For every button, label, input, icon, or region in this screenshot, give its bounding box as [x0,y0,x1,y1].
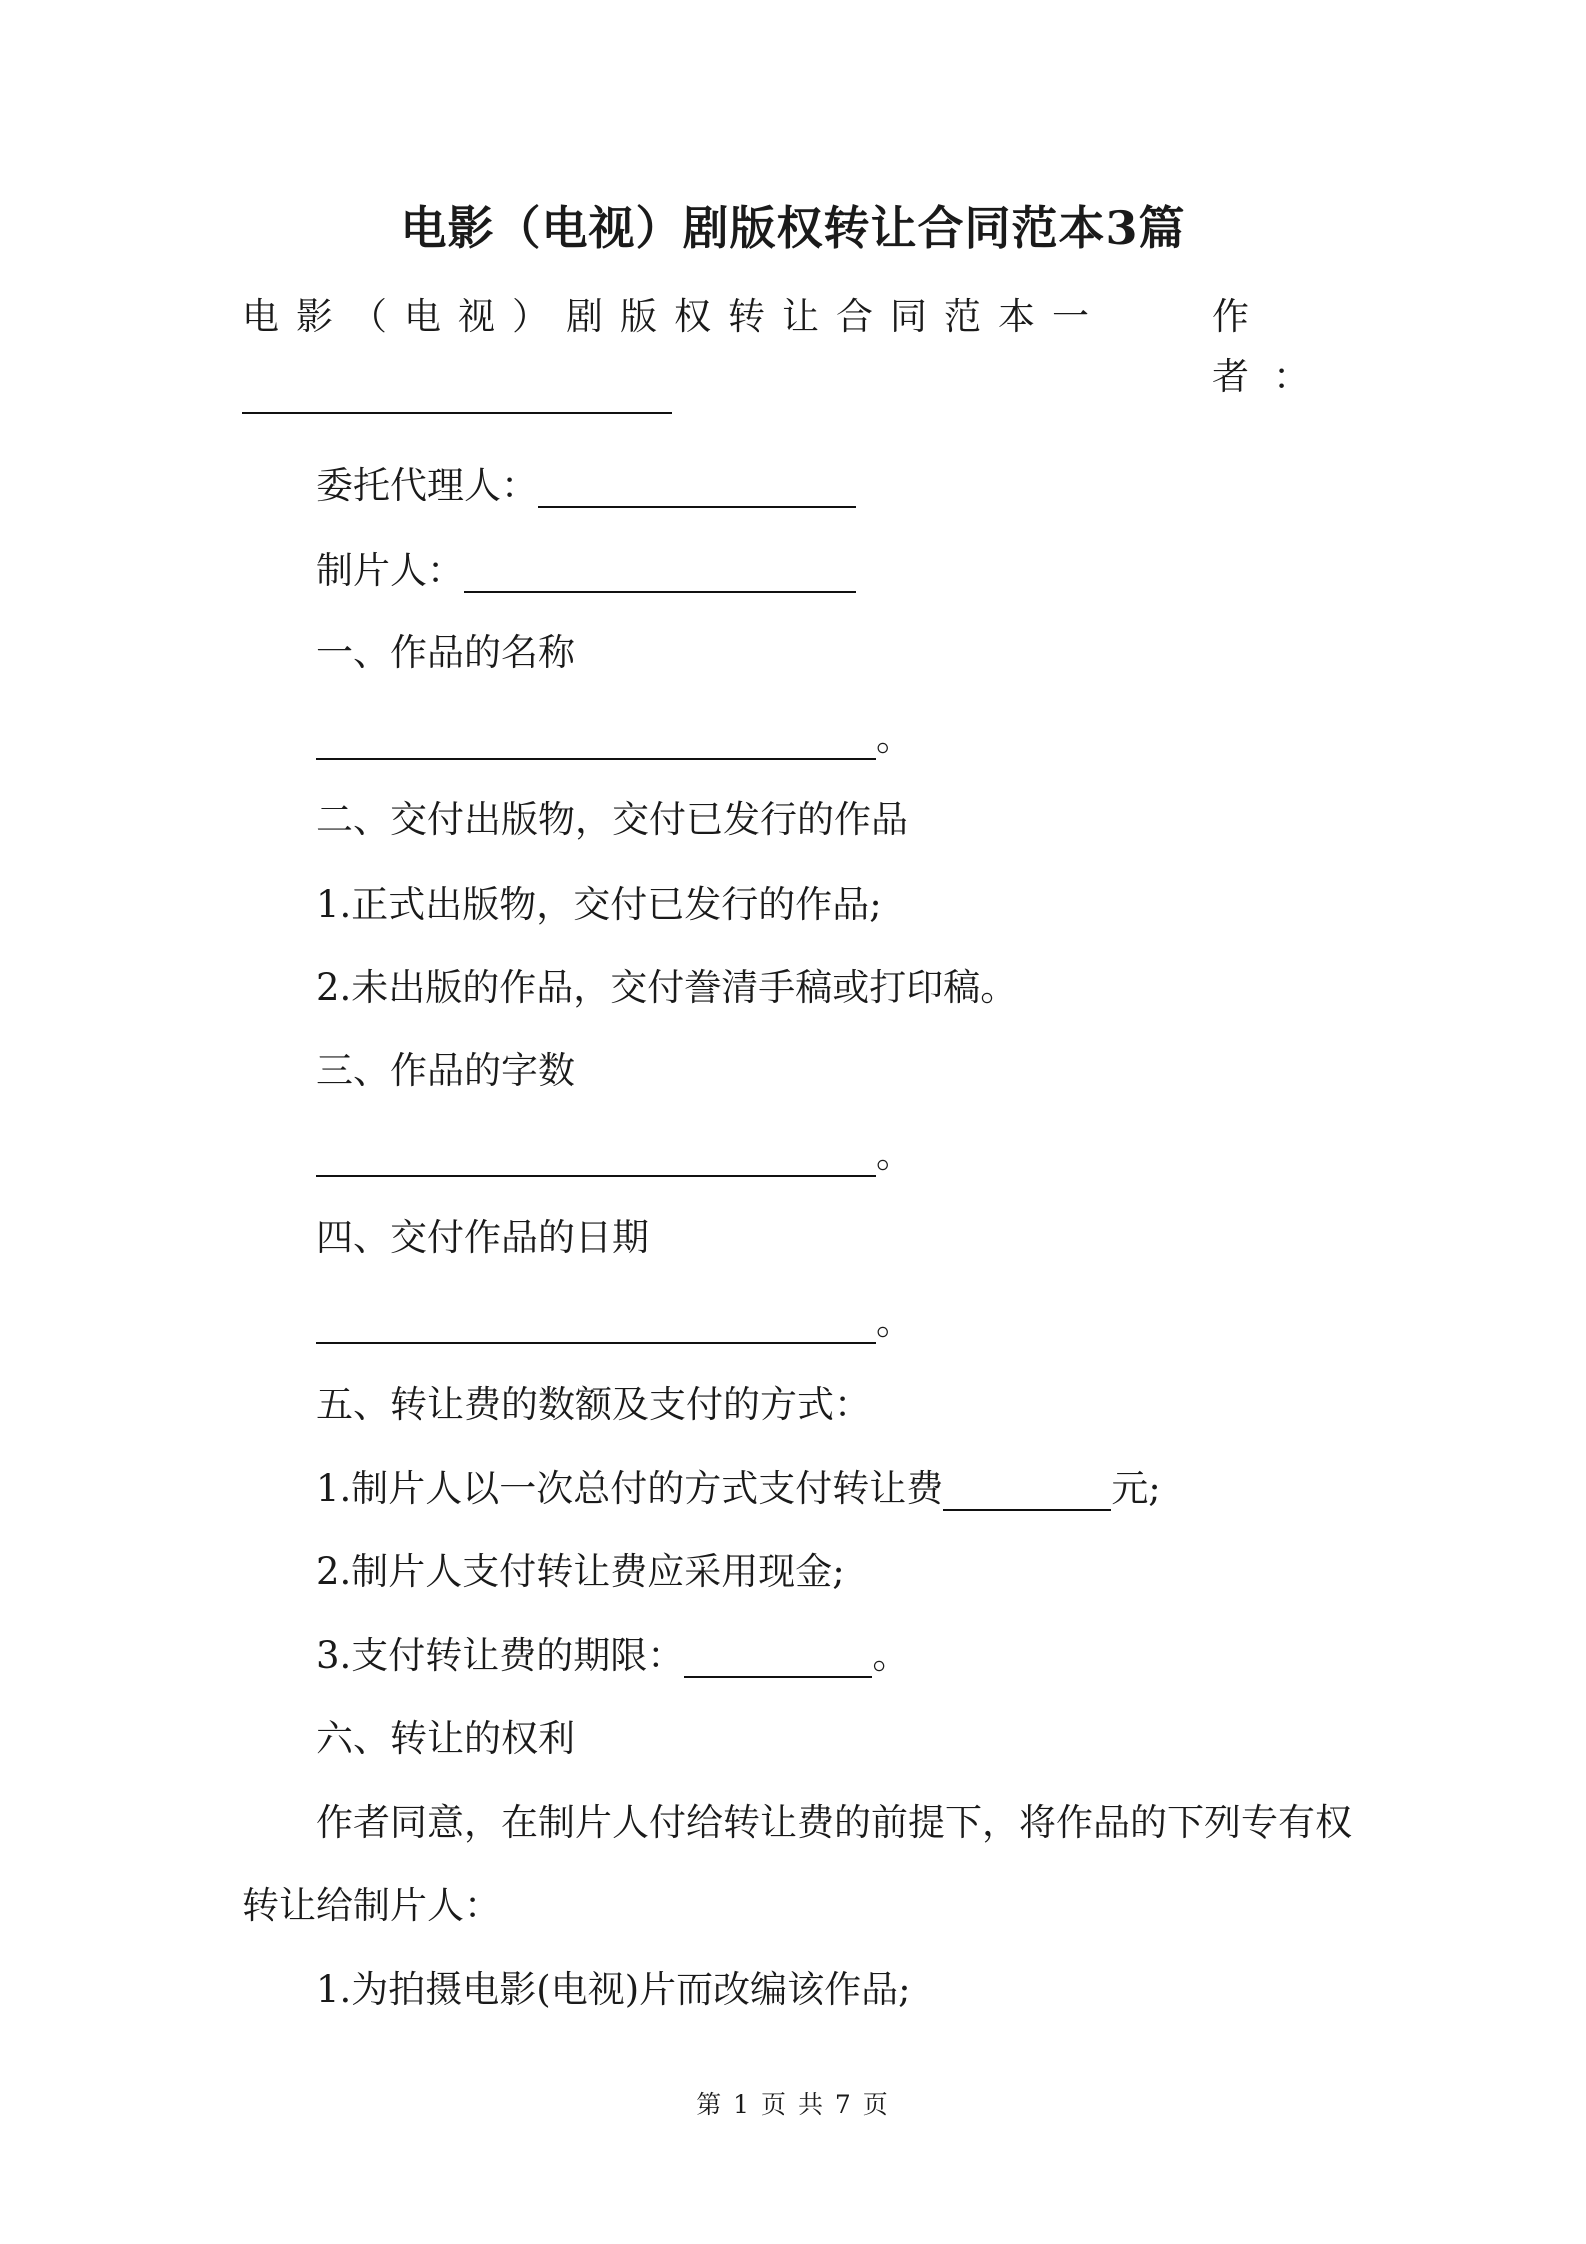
section-5-item-1-unit: 元; [1111,1467,1161,1510]
author-blank [242,412,672,414]
section-6-paragraph-line-2: 转让给制片人： [242,1884,501,1927]
delivery-date-blank [316,1300,876,1344]
section-5-item-2: 2.制片人支付转让费应采用现金; [316,1550,845,1593]
payment-term-blank [684,1634,872,1678]
author-label: 作者： [1212,295,1334,398]
section-3-heading: 三、作品的字数 [316,1049,575,1092]
subtitle-row [242,287,1352,398]
section-1-blank-line [316,710,913,766]
agent-blank [538,464,856,508]
section-4-blank-line [316,1294,913,1350]
section-3-period: 。 [876,1133,913,1176]
section-1-period: 。 [876,716,913,759]
section-3-blank-line [316,1127,913,1183]
section-5-heading: 五、转让费的数额及支付的方式： [316,1383,871,1426]
section-4-heading: 四、交付作品的日期 [316,1216,649,1259]
section-2-item-1: 1.正式出版物，交付已发行的作品; [316,883,882,926]
section-1-heading: 一、作品的名称 [316,631,575,674]
section-6-heading: 六、转让的权利 [316,1717,575,1760]
section-2-heading: 二、交付出版物，交付已发行的作品 [316,798,908,841]
section-5-item-3-period: 。 [872,1634,910,1677]
section-5-item-1 [316,1461,1161,1517]
section-5-item-3 [316,1628,909,1684]
work-name-blank [316,716,876,760]
agent-label: 委托代理人： [316,464,538,507]
producer-label: 制片人： [316,549,464,592]
section-6-item-1: 1.为拍摄电影(电视)片而改编该作品; [316,1968,911,2011]
producer-line [316,543,856,599]
document-title: 电影（电视）剧版权转让合同范本3篇 [400,201,1186,255]
section-6-paragraph-line-1: 作者同意，在制片人付给转让费的前提下，将作品的下列专有权 [316,1801,1352,1844]
section-4-period: 。 [876,1300,913,1343]
contract-subtitle: 电影（电视）剧版权转让合同范本一 [242,295,1106,338]
producer-blank [464,549,856,593]
section-5-item-3-text: 3.支付转让费的期限： [316,1634,685,1677]
agent-line [316,458,856,514]
page-footer: 第 1 页 共 7 页 [696,2090,890,2119]
word-count-blank [316,1133,876,1177]
section-2-item-2: 2.未出版的作品，交付誊清手稿或打印稿。 [316,966,1018,1009]
fee-amount-blank [943,1467,1111,1511]
section-5-item-1-text: 1.制片人以一次总付的方式支付转让费 [316,1467,944,1510]
